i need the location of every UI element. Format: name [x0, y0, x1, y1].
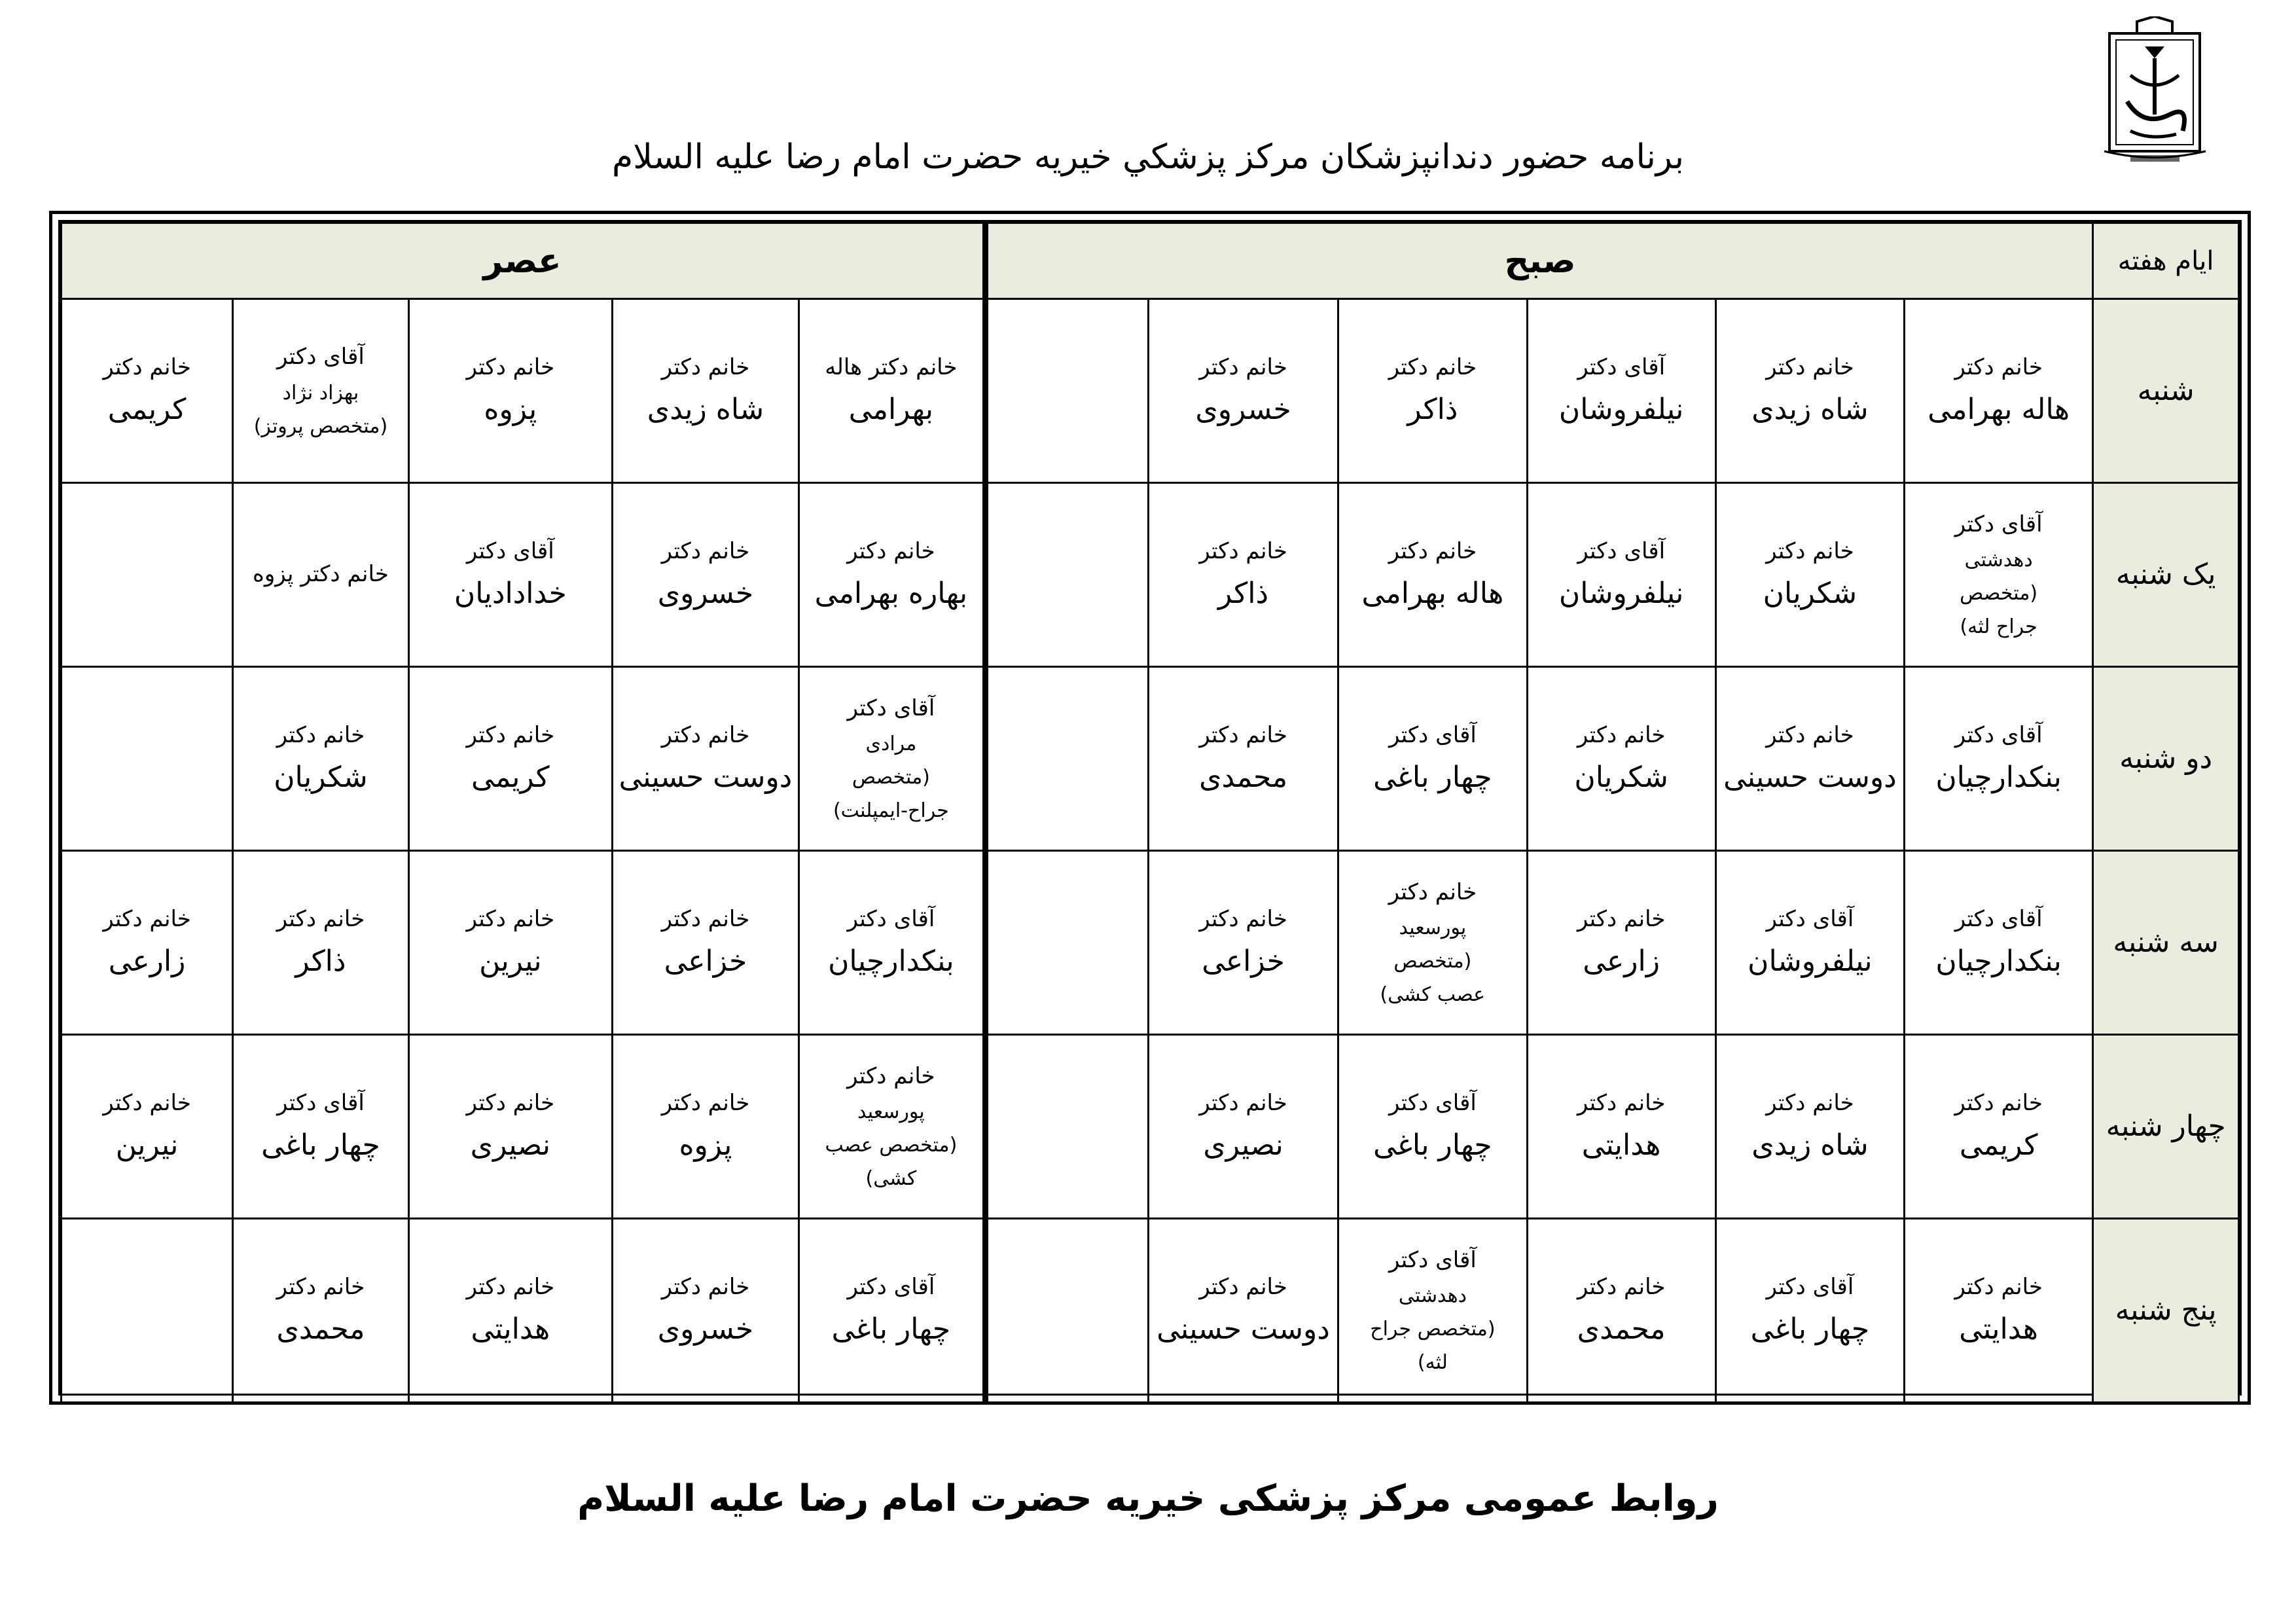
day-row	[62, 299, 2239, 483]
doctor-detail: (متخصص	[852, 766, 930, 789]
doctor-title: آقای دکتر	[1766, 905, 1854, 932]
doctor-title: خانم دکتر	[276, 905, 365, 932]
doctor-cell	[233, 1035, 409, 1219]
day-row	[62, 483, 2239, 667]
doctor-cell	[1148, 1035, 1338, 1219]
doctor-cell	[1905, 299, 2093, 483]
doctor-cell	[1338, 1219, 1527, 1403]
doctor-title: خانم دکتر	[661, 1273, 750, 1300]
doctor-name: زارعی	[108, 944, 186, 978]
doctor-name: نصیری	[1203, 1128, 1283, 1162]
doctor-title: آقای دکتر	[1954, 511, 2043, 537]
doctor-title: خانم دکتر	[103, 905, 191, 932]
doctor-name: بنکدارچیان	[1935, 944, 2062, 978]
doctor-detail: (متخصص	[1393, 950, 1472, 973]
doctor-cell	[233, 483, 409, 667]
doctor-cell	[612, 851, 798, 1035]
doctor-detail: دهدشتی	[1398, 1284, 1467, 1308]
doctor-title: خانم دکتر	[103, 1089, 191, 1116]
empty-cell	[62, 483, 233, 667]
doctor-title: آقای دکتر	[466, 537, 554, 564]
doctor-name: محمدی	[1577, 1312, 1666, 1346]
doctor-cell	[1527, 667, 1715, 851]
doctor-cell	[798, 667, 985, 851]
day-label: سه شنبه	[2093, 851, 2239, 1035]
doctor-title: خانم دکتر	[847, 537, 935, 564]
morning-header: صبح	[985, 223, 2092, 299]
doctor-title: خانم دکتر	[1388, 878, 1477, 905]
doctor-title: خانم دکتر	[1199, 1089, 1287, 1116]
document-title: برنامه حضور دندانپزشکان مرکز پزشكي خيريه حضرت امام رضا عليه السلام	[612, 137, 1684, 177]
doctor-title: خانم دکتر	[1577, 721, 1666, 748]
doctor-cell	[62, 851, 233, 1035]
doctor-cell	[1905, 667, 2093, 851]
doctor-detail: (متخصص	[1960, 582, 2038, 605]
doctor-detail: دهدشتی	[1964, 549, 2033, 572]
doctor-name: خسروی	[657, 1312, 754, 1346]
doctor-cell	[612, 1219, 798, 1403]
doctor-cell	[1338, 667, 1527, 851]
doctor-name: چهار باغی	[831, 1312, 951, 1346]
evening-header: عصر	[62, 223, 986, 299]
doctor-cell	[1905, 1035, 2093, 1219]
doctor-name: شکریان	[1574, 760, 1668, 794]
doctor-name: کریمی	[107, 392, 187, 426]
doctor-cell	[798, 851, 985, 1035]
doctor-cell	[1715, 667, 1904, 851]
doctor-title: خانم دکتر	[1199, 1273, 1287, 1300]
empty-cell	[985, 1219, 1148, 1403]
doctor-title: خانم دکتر	[1388, 353, 1477, 380]
doctor-title: خانم دکتر	[276, 721, 365, 748]
day-row	[62, 1035, 2239, 1219]
doctor-name: هاله بهرامی	[1361, 576, 1504, 610]
doctor-title: خانم دکتر	[1199, 905, 1287, 932]
doctor-title: خانم دکتر	[1954, 353, 2043, 380]
doctor-title: خانم دکتر	[466, 1089, 555, 1116]
doctor-name: نیرین	[115, 1128, 179, 1162]
doctor-name: محمدی	[276, 1312, 365, 1346]
doctor-cell	[1148, 1219, 1338, 1403]
doctor-cell	[408, 851, 612, 1035]
doctor-name: بهاره بهرامی	[814, 576, 968, 610]
doctor-name: بنکدارچیان	[1935, 760, 2062, 794]
doctor-cell	[233, 851, 409, 1035]
doctor-name: کریمی	[1959, 1128, 2038, 1162]
doctor-title: خانم دکتر	[466, 353, 555, 380]
doctor-cell	[798, 483, 985, 667]
doctor-title: آقای دکتر	[277, 1089, 365, 1116]
doctor-title: خانم دکتر	[466, 1273, 555, 1300]
doctor-name: نیلفروشان	[1558, 392, 1684, 426]
doctor-title: خانم دکتر	[661, 537, 750, 564]
doctor-cell	[62, 1035, 233, 1219]
doctor-title: خانم دکتر	[1577, 905, 1666, 932]
doctor-title: خانم دکتر	[466, 905, 555, 932]
doctor-name: نیرین	[479, 944, 542, 978]
doctor-title: خانم دکتر	[1954, 1089, 2043, 1116]
doctor-cell	[408, 1219, 612, 1403]
doctor-cell	[1527, 299, 1715, 483]
doctor-title: خانم دکتر	[1766, 721, 1854, 748]
doctor-title: خانم دکتر	[1199, 537, 1287, 564]
doctor-name: شاه زیدی	[647, 392, 764, 426]
doctor-name: هدایتی	[1959, 1312, 2038, 1346]
doctor-detail: (متخصص پروتز)	[253, 414, 388, 438]
doctor-detail: لثه)	[1417, 1351, 1448, 1375]
doctor-cell	[798, 1219, 985, 1403]
doctor-title: آقای دکتر	[1388, 1246, 1477, 1273]
day-label: دو شنبه	[2093, 667, 2239, 851]
doctor-cell	[798, 299, 985, 483]
doctor-name: چهار باغی	[1373, 1128, 1492, 1162]
doctor-cell	[1527, 1219, 1715, 1403]
doctor-cell	[408, 667, 612, 851]
doctor-title: خانم دکتر	[1388, 537, 1477, 564]
doctor-cell	[612, 483, 798, 667]
doctor-name: نیلفروشان	[1748, 944, 1873, 978]
doctor-name: خسروی	[657, 576, 754, 610]
doctor-title: خانم دکتر	[1577, 1273, 1666, 1300]
doctor-title: خانم دکتر	[1766, 537, 1854, 564]
doctor-cell	[1338, 1035, 1527, 1219]
doctor-cell	[1905, 1219, 2093, 1403]
doctor-name: محمدی	[1199, 760, 1288, 794]
empty-cell	[985, 851, 1148, 1035]
day-row	[62, 1219, 2239, 1403]
doctor-title: خانم دکتر	[661, 721, 750, 748]
doctor-title: خانم دکتر	[276, 1273, 365, 1300]
doctor-name: چهار باغی	[1750, 1312, 1870, 1346]
header-row	[62, 223, 2239, 299]
doctor-detail: جراح-ایمپلنت)	[833, 799, 949, 823]
doctor-title: خانم دکتر	[661, 905, 750, 932]
doctor-name: ذاکر	[295, 944, 346, 978]
doctor-name: هدایتی	[1581, 1128, 1661, 1162]
document-footer: روابط عمومی مرکز پزشکی خیریه حضرت امام رضا علیه السلام	[577, 1477, 1719, 1520]
doctor-title: خانم دکتر	[1199, 721, 1287, 748]
doctor-name: خسروی	[1195, 392, 1291, 426]
doctor-title: خانم دکتر هاله	[825, 353, 958, 380]
days-header: ایام هفته	[2093, 223, 2239, 299]
doctor-detail: پورسعید	[857, 1100, 925, 1124]
doctor-name: بهرامی	[848, 392, 934, 426]
doctor-cell	[1905, 483, 2093, 667]
doctor-name: بنکدارچیان	[828, 944, 954, 978]
doctor-name: شکریان	[1763, 576, 1857, 610]
schedule-frame	[49, 211, 2251, 1405]
doctor-name: ذاکر	[1218, 576, 1269, 610]
doctor-name: چهار باغی	[261, 1128, 380, 1162]
doctor-title: آقای دکتر	[1388, 1089, 1477, 1116]
doctor-cell	[62, 299, 233, 483]
day-row	[62, 667, 2239, 851]
doctor-cell	[1715, 1219, 1904, 1403]
day-label: چهار شنبه	[2093, 1035, 2239, 1219]
doctor-title: آقای دکتر	[277, 344, 365, 370]
doctor-name: خزاعی	[1202, 944, 1285, 978]
doctor-name: هاله بهرامی	[1928, 392, 2070, 426]
doctor-detail: جراح لثه)	[1960, 615, 2037, 639]
doctor-name: هدایتی	[471, 1312, 550, 1346]
doctor-name: دوست حسینی	[1157, 1312, 1330, 1346]
doctor-name: دوست حسینی	[619, 760, 793, 794]
doctor-title: آقای دکتر	[1954, 721, 2043, 748]
doctor-name: پزوه	[679, 1128, 732, 1162]
doctor-name: خزاعی	[664, 944, 747, 978]
doctor-cell	[1338, 851, 1527, 1035]
doctor-cell	[1715, 851, 1904, 1035]
doctor-title: خانم دکتر	[847, 1062, 935, 1089]
empty-cell	[985, 667, 1148, 851]
doctor-cell	[1148, 667, 1338, 851]
doctor-cell	[408, 483, 612, 667]
doctor-cell	[1527, 483, 1715, 667]
doctor-detail: بهزاد نژاد	[282, 381, 359, 405]
doctor-cell	[1338, 299, 1527, 483]
doctor-name: شکریان	[274, 760, 368, 794]
doctor-title: خانم دکتر	[661, 1089, 750, 1116]
doctor-title: آقای دکتر	[1388, 721, 1477, 748]
doctor-title: خانم دکتر پزوه	[253, 561, 389, 588]
doctor-cell	[1905, 851, 2093, 1035]
doctor-cell	[1527, 851, 1715, 1035]
doctor-name: نیلفروشان	[1558, 576, 1684, 610]
doctor-name: پزوه	[484, 392, 537, 426]
doctor-cell	[612, 1035, 798, 1219]
doctor-detail: عصب کشی)	[1380, 983, 1486, 1007]
doctor-title: آقای دکتر	[1577, 537, 1666, 564]
doctor-name: چهار باغی	[1373, 760, 1492, 794]
day-label: پنج شنبه	[2093, 1219, 2239, 1403]
schedule-table	[60, 222, 2240, 1403]
empty-cell	[62, 1219, 233, 1403]
doctor-title: آقای دکتر	[1577, 353, 1666, 380]
doctor-name: زارعی	[1583, 944, 1660, 978]
doctor-title: خانم دکتر	[103, 353, 191, 380]
doctor-title: خانم دکتر	[1954, 1273, 2043, 1300]
doctor-title: خانم دکتر	[1199, 353, 1287, 380]
doctor-title: آقای دکتر	[1766, 1273, 1854, 1300]
doctor-name: شاه زیدی	[1751, 1128, 1869, 1162]
doctor-detail: مرادی	[865, 732, 917, 756]
doctor-title: خانم دکتر	[1766, 353, 1854, 380]
empty-cell	[985, 483, 1148, 667]
doctor-cell	[1527, 1035, 1715, 1219]
doctor-cell	[612, 299, 798, 483]
doctor-cell	[408, 1035, 612, 1219]
doctor-detail: (متخصص جراح	[1370, 1318, 1496, 1341]
doctor-title: آقای دکتر	[847, 905, 935, 932]
empty-cell	[985, 1035, 1148, 1219]
doctor-title: آقای دکتر	[847, 1273, 935, 1300]
doctor-name: کریمی	[471, 760, 550, 794]
doctor-name: خدادادیان	[454, 576, 567, 610]
doctor-detail: پورسعید	[1399, 916, 1467, 940]
doctor-cell	[233, 1219, 409, 1403]
doctor-cell	[1148, 851, 1338, 1035]
doctor-cell	[233, 299, 409, 483]
empty-cell	[985, 299, 1148, 483]
doctor-cell	[1338, 483, 1527, 667]
day-label: یک شنبه	[2093, 483, 2239, 667]
day-row	[62, 851, 2239, 1035]
doctor-cell	[233, 667, 409, 851]
doctor-cell	[1148, 299, 1338, 483]
doctor-cell	[408, 299, 612, 483]
doctor-cell	[798, 1035, 985, 1219]
doctor-cell	[1148, 483, 1338, 667]
doctor-detail: کشی)	[865, 1167, 917, 1191]
doctor-name: دوست حسینی	[1723, 760, 1897, 794]
doctor-detail: (متخصص عصب	[825, 1134, 958, 1157]
empty-cell	[62, 667, 233, 851]
doctor-name: شاه زیدی	[1751, 392, 1869, 426]
doctor-name: نصیری	[470, 1128, 551, 1162]
doctor-title: آقای دکتر	[1954, 905, 2043, 932]
doctor-cell	[1715, 483, 1904, 667]
doctor-cell	[612, 667, 798, 851]
doctor-title: خانم دکتر	[1766, 1089, 1854, 1116]
doctor-title: خانم دکتر	[661, 353, 750, 380]
doctor-title: خانم دکتر	[1577, 1089, 1666, 1116]
doctor-title: آقای دکتر	[847, 695, 935, 721]
doctor-title: خانم دکتر	[466, 721, 555, 748]
doctor-name: ذاکر	[1407, 392, 1458, 426]
doctor-cell	[1715, 299, 1904, 483]
day-label: شنبه	[2093, 299, 2239, 483]
doctor-cell	[1715, 1035, 1904, 1219]
